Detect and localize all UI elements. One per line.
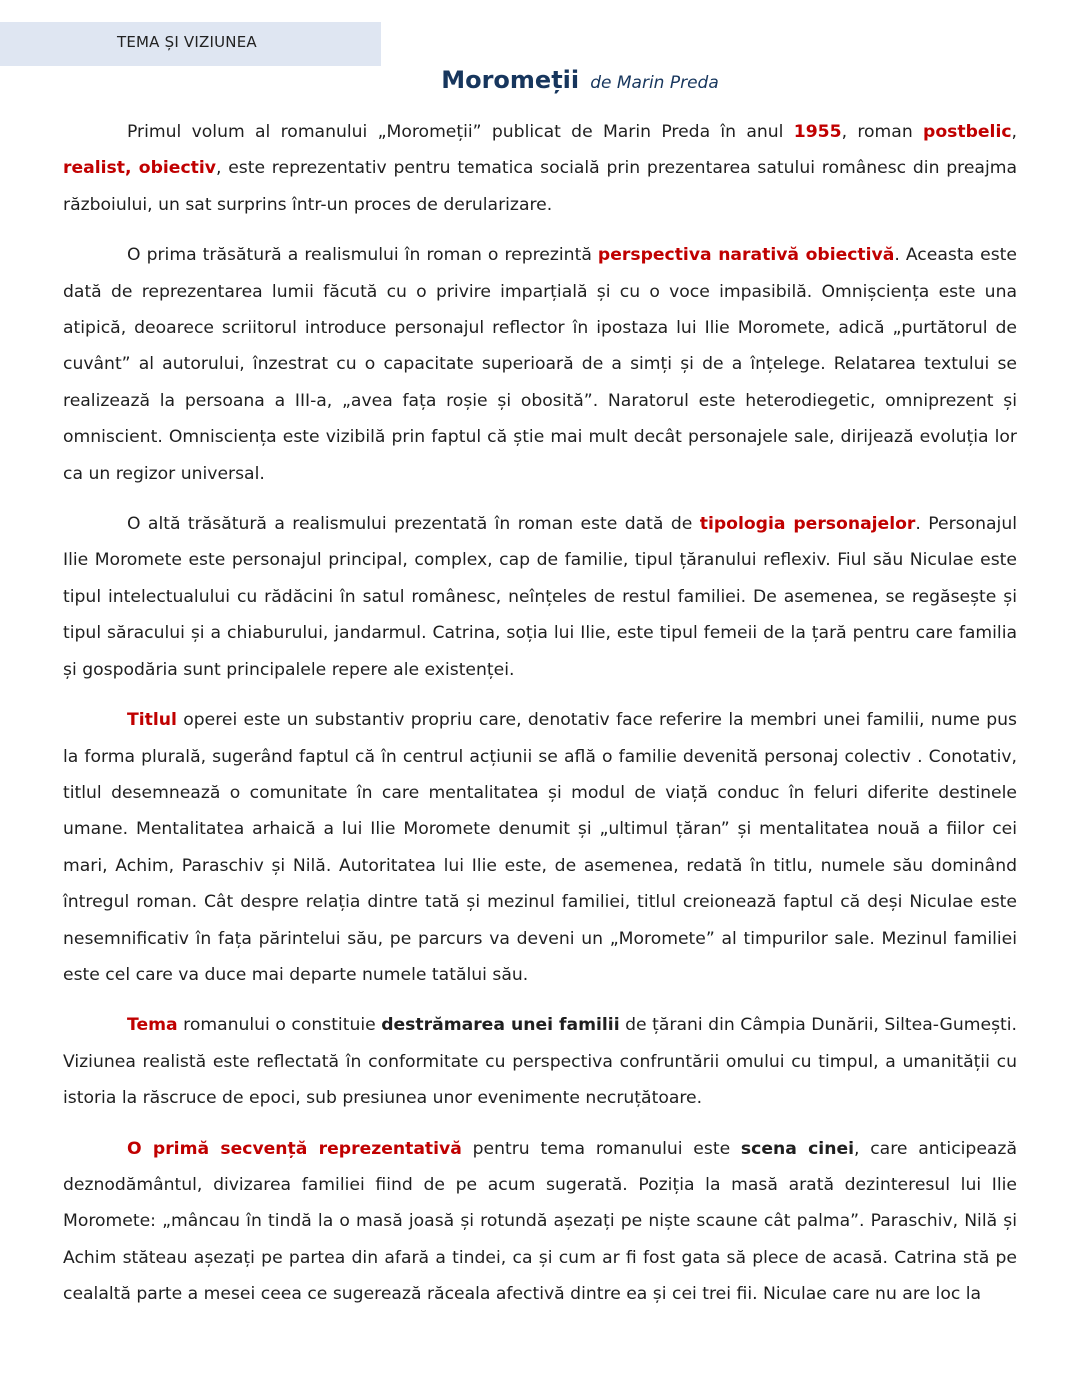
document-body <box>63 114 1017 1327</box>
paragraph-title: Titlul operei este un substantiv propriu care, denotativ face referire la membri unei familii, nume pus la forma plurală, sugerând faptul că în centrul acțiunii se află o familie devenită personaj colectiv . Conotativ, titlul desemnează o comunitate în care mentalitatea și modul de viață conduc în feluri diferite destinele umane. Mentalitatea arhaică a lui Ilie Moromete denumit și „ultimul țăran” și mentalitatea nouă a fiilor cei mari, Achim, Paraschiv și Nilă. Autoritatea lui Ilie este, de asemenea, redată în titlu, numele său dominând întregul roman. Cât despre relația dintre tată și mezinul familiei, titlul creionează faptul că deși Niculae este nesemnificativ în fața părintelui său, pe parcurs va deveni un „Moromete” al timpurilor sale. Mezinul familiei este cel care va duce mai departe numele tatălui său. <box>63 710 1017 985</box>
highlight-theme: Tema <box>127 1015 178 1036</box>
highlight-perspective: perspectiva narativă obiectivă <box>597 245 895 266</box>
highlight-title: Titlul <box>127 710 177 731</box>
section-header-label: TEMA ȘI VIZIUNEA <box>117 33 257 51</box>
paragraph-intro: Primul volum al romanului „Moromeții” publicat de Marin Preda în anul 1955, roman postbelic, realist, obiectiv, este reprezentativ pentru tematica socială prin prezentarea satului românesc din preajma războiului, un sat surprins într-un proces de derularizare. <box>63 122 1017 215</box>
bold-scene: scena cinei <box>740 1138 854 1159</box>
document-title <box>0 66 1080 94</box>
highlight-sequence: O primă secvență reprezentativă <box>127 1138 462 1159</box>
paragraph-sequence: O primă secvență reprezentativă pentru tema romanului este scena cinei, care anticipează deznodământul, divizarea familiei fiind de pe acum sugerată. Poziția la masă arată dezinteresul lui Ilie Moromete: „mâncau în tindă la o masă joasă și rotundă așezați pe niște scaune cât palma”. Paraschiv, Nilă și Achim stăteau așezați pe partea din afară a tindei, ca și cum ar fi fost gata să plece de acasă. Catrina stă pe cealaltă parte a mesei ceea ce sugerează răceala afectivă dintre ea și cei trei fii. Niculae care nu are loc la <box>63 1138 1017 1305</box>
title-main: Moromeții <box>441 66 580 94</box>
bold-theme: destrămarea unei familii <box>381 1015 620 1036</box>
highlight-postbelic: postbelic <box>923 122 1012 142</box>
paragraph-theme: Tema romanului o constituie destrămarea unei familii de țărani din Câmpia Dunării, Siltea-Gumești. Viziunea realistă este reflectată în conformitate cu perspectiva confruntării omului cu timpul, a umanității cu istoria la răscruce de epoci, sub presiunea unor evenimente necruțătoare. <box>63 1015 1018 1109</box>
paragraph-perspective: O prima trăsătură a realismului în roman o reprezintă perspectiva narativă obiectivă. Aceasta este dată de reprezentarea lumii făcută cu o privire imparțială și cu o voce impasibilă. Omnișciența este una atipică, deoarece scriitorul introduce personajul reflector în ipostaza lui Ilie Moromete, adică „purtătorul de cuvânt” al autorului, înzestrat cu o capacitate superioară de a simți și de a înțelege. Relatarea textului se realizează la persoana a III-a, „avea fața roșie și obosită”. Naratorul este heterodiegetic, omniprezent și omniscient. Omnisciența este vizibilă prin faptul că știe mai mult decât personajele sale, dirijează evoluția lor ca un regizor universal. <box>63 245 1017 484</box>
title-author: de Marin Preda <box>590 73 719 93</box>
paragraph-typology: O altă trăsătură a realismului prezentată în roman este dată de tipologia personajelor. Personajul Ilie Moromete este personajul principal, complex, cap de familie, tipul țăranului reflexiv. Fiul său Niculae este tipul intelectualului cu rădăcini în satul românesc, neînțeles de restul familiei. De asemenea, se regăsește și tipul săracului și a chiaburului, jandarmul. Catrina, soția lui Ilie, este tipul femeii de la țară pentru care familia și gospodăria sunt principalele repere ale existenței. <box>63 514 1017 680</box>
highlight-realist: realist, obiectiv <box>63 158 216 179</box>
highlight-year: 1955 <box>793 122 842 142</box>
highlight-typology: tipologia personajelor <box>699 514 916 535</box>
